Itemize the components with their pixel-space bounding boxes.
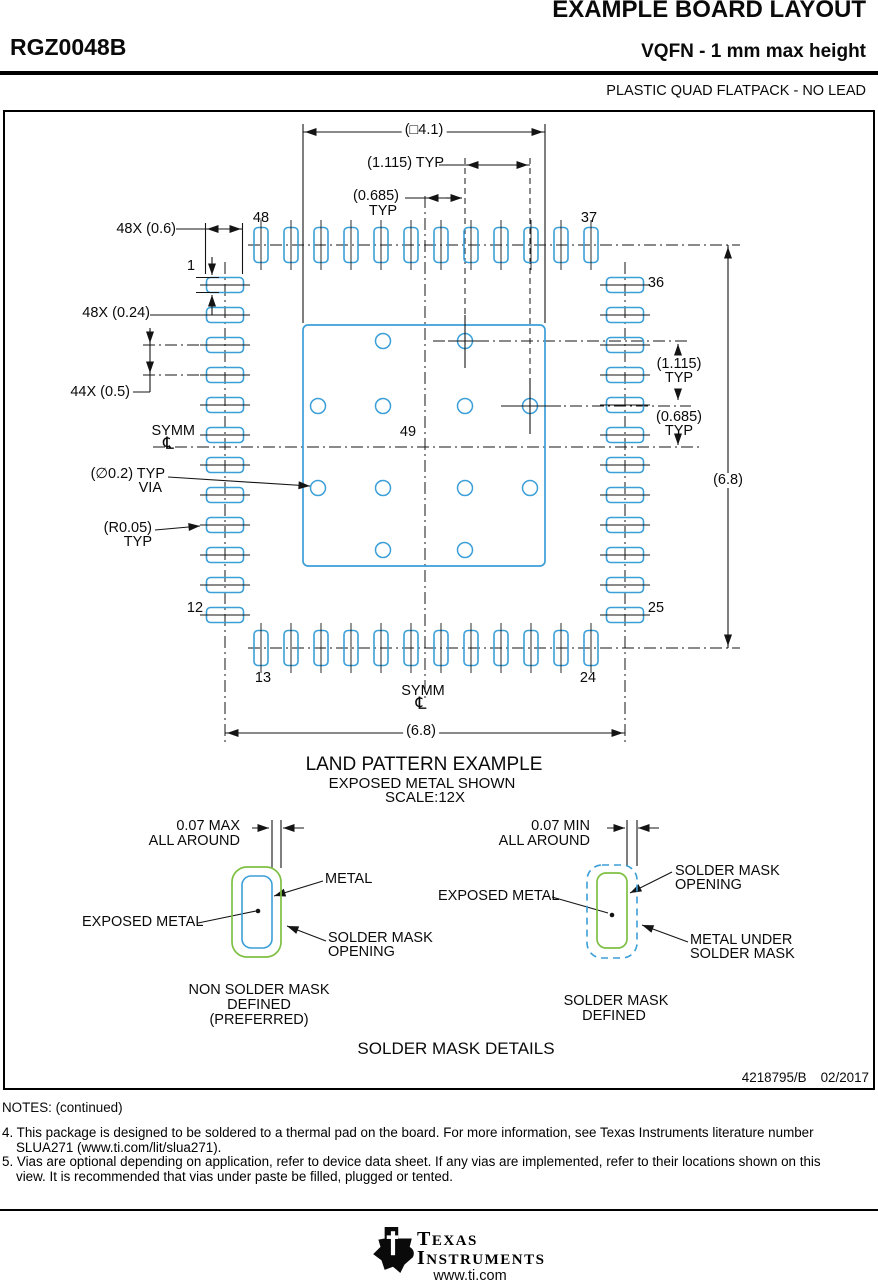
smd-gap-value: 0.07 MIN — [531, 818, 590, 834]
view-subtitle: EXPOSED METAL SHOWN — [328, 775, 516, 792]
dim-corner-radius: (R0.05) — [103, 520, 152, 536]
dim-via-diameter: (∅0.2) TYP — [90, 466, 165, 482]
nsmd-mask-opening-label-2: OPENING — [328, 944, 395, 960]
dim-pad-width: 48X (0.24) — [82, 305, 150, 321]
page-title: EXAMPLE BOARD LAYOUT — [552, 0, 866, 23]
nsmd-exposed-metal-label: EXPOSED METAL — [82, 914, 204, 930]
smd-gap-scope: ALL AROUND — [498, 833, 590, 849]
symm-left-label: SYMM — [151, 423, 195, 439]
pin-37-label: 37 — [580, 210, 598, 226]
dim-via-row-pitch-typ: TYP — [664, 370, 694, 386]
smd-mask-opening-label-2: OPENING — [675, 877, 742, 893]
view-title: LAND PATTERN EXAMPLE — [305, 754, 543, 775]
dim-via-row-offset-typ: TYP — [664, 423, 694, 439]
dim-via-col-pitch: (1.115) TYP — [367, 155, 444, 171]
pin-36-label: 36 — [647, 275, 665, 291]
pin-12-label: 12 — [186, 600, 204, 616]
brand-line-2: INSTRUMENTS — [417, 1247, 546, 1269]
nsmd-caption-1: NON SOLDER MASK — [188, 982, 330, 998]
dim-span-vertical: (6.8) — [710, 473, 746, 488]
dim-span-horizontal: (6.8) — [403, 724, 439, 739]
ti-url: www.ti.com — [433, 1268, 507, 1284]
smd-metal-under-label-1: METAL UNDER — [690, 932, 793, 948]
centerline-symbol-bottom: ℄ — [415, 694, 427, 713]
part-number: RGZ0048B — [10, 34, 127, 60]
symm-bottom-label: SYMM — [401, 683, 445, 699]
smd-caption-2: DEFINED — [582, 1008, 646, 1024]
nsmd-gap-scope: ALL AROUND — [148, 833, 240, 849]
centerline-symbol-left: ℄ — [163, 434, 174, 453]
ti-wordmark — [417, 1228, 546, 1269]
smd-caption-1: SOLDER MASK — [563, 993, 669, 1009]
dim-pad-pitch: 44X (0.5) — [70, 384, 130, 400]
pin-25-label: 25 — [647, 600, 665, 616]
note-5: 5. Vias are optional depending on application, refer to device data sheet. If any vias are implemented, refer to their locations shown on this view. It is recommended that vias under paste be filled, plugged or tented. — [2, 1154, 821, 1184]
view-scale: SCALE:12X — [384, 789, 466, 806]
doc-number-block — [742, 1070, 869, 1085]
doc-number: 4218795/B — [741, 1070, 807, 1085]
dim-corner-radius-typ: TYP — [123, 534, 152, 550]
brand-line-1: TEXAS — [417, 1228, 478, 1250]
smd-mask-opening-label-1: SOLDER MASK — [675, 863, 780, 879]
dim-body-size: (□4.1) — [402, 123, 447, 138]
notes-heading: NOTES: (continued) — [2, 1100, 123, 1115]
nsmd-mask-opening-label-1: SOLDER MASK — [328, 930, 433, 946]
dim-via-offset-typ: TYP — [368, 203, 398, 219]
pin-1-label: 1 — [186, 258, 196, 274]
nsmd-caption-3: (PREFERRED) — [209, 1012, 309, 1028]
note-4: 4. This package is designed to be soldered to a thermal pad on the board. For more information, see Texas Instruments literature number SLUA271 (www.ti.com/lit/slua271). — [2, 1125, 814, 1155]
package-family: PLASTIC QUAD FLATPACK - NO LEAD — [606, 83, 866, 99]
nsmd-metal-label: METAL — [325, 871, 373, 887]
package-descriptor: VQFN - 1 mm max height — [641, 41, 866, 62]
nsmd-gap-value: 0.07 MAX — [176, 818, 240, 834]
smd-exposed-metal-label: EXPOSED METAL — [438, 888, 560, 904]
dim-via-row-pitch: (1.115) — [656, 356, 702, 372]
smd-metal-under-label-2: SOLDER MASK — [690, 946, 795, 962]
pin-24-label: 24 — [579, 670, 597, 686]
dim-via-row-offset: (0.685) — [656, 409, 702, 425]
pin-49-label: 49 — [399, 424, 417, 440]
pin-48-label: 48 — [252, 210, 270, 226]
pin-13-label: 13 — [254, 670, 272, 686]
doc-date: 02/2017 — [820, 1070, 869, 1085]
via-label: VIA — [138, 480, 162, 496]
ti-texas-logo-icon — [372, 1226, 414, 1274]
dim-pad-length: 48X (0.6) — [116, 221, 176, 237]
nsmd-caption-2: DEFINED — [227, 997, 291, 1013]
section-title: SOLDER MASK DETAILS — [357, 1039, 555, 1058]
dim-via-offset: (0.685) — [353, 188, 399, 204]
